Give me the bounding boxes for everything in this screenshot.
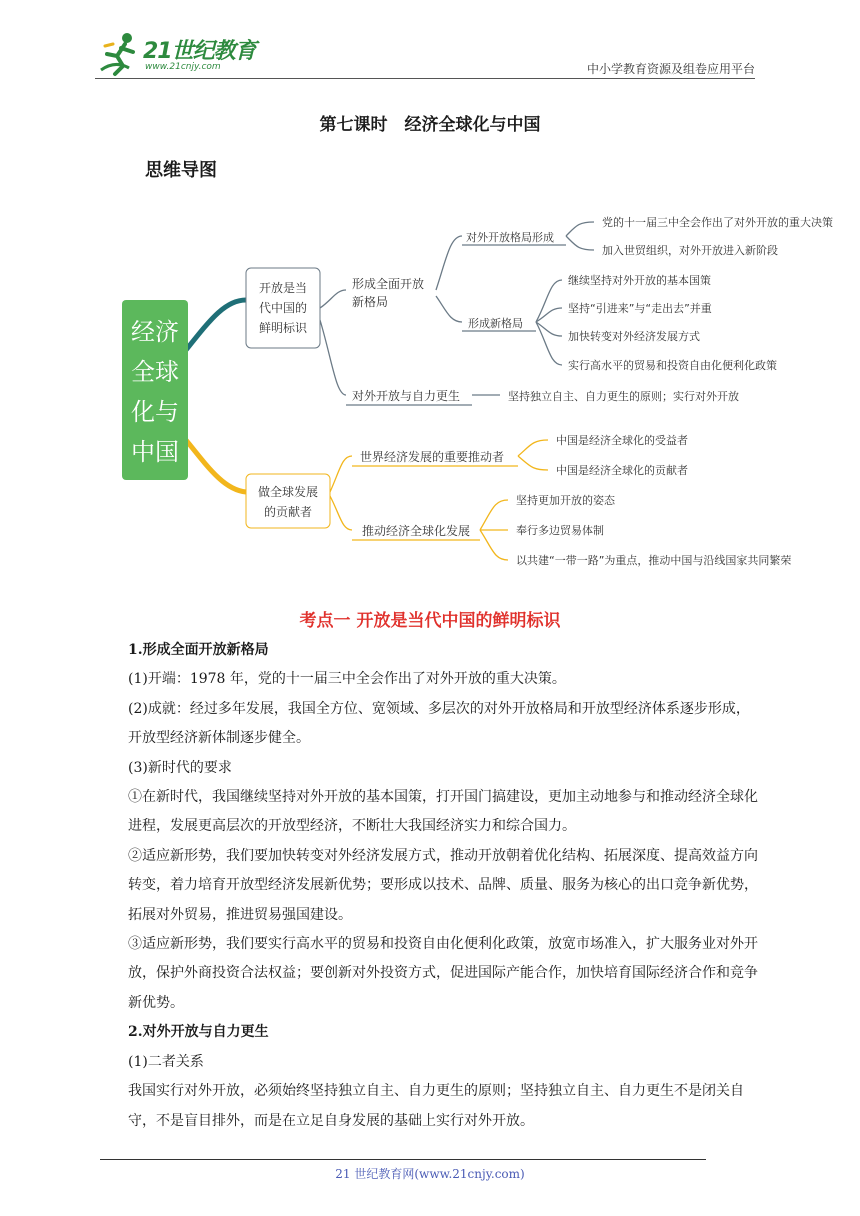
- b2-sub2-label: 推动经济全球化发展: [362, 524, 471, 538]
- heading-1: 1.形成全面开放新格局: [128, 642, 269, 658]
- paragraph-8: 我国实行对外开放，必须始终坚持独立自主、自力更生的原则；坚持独立自主、自力更生不是闭关自守，不是盲目排外，而是在立足自身发展的基础上实行对外开放。: [128, 1083, 744, 1129]
- paragraph-7: (1)二者关系: [128, 1053, 204, 1070]
- footer-divider: [100, 1159, 706, 1160]
- paragraph-3: (3)新时代的要求: [128, 759, 232, 776]
- logo-text: 21世纪教育: [143, 39, 256, 64]
- logo-url: www.21cnjy.com: [145, 62, 221, 72]
- b1-sub1-b-item-3: 加快转变对外经济发展方式: [568, 330, 700, 343]
- platform-name: 中小学教育资源及组卷应用平台: [586, 62, 755, 76]
- body-text: [128, 636, 762, 1136]
- paragraph-6: ③适应新形势，我们要实行高水平的贸易和投资自由化便利化政策，放宽市场准入，扩大服务业对外开放，保护外商投资合法权益；要创新对外投资方式，促进国际产能合作，加快培育国际经济合作和竞争新优势。: [128, 936, 758, 1011]
- b1-sub2-label: 对外开放与自力更生: [352, 389, 461, 403]
- paragraph-4: ①在新时代，我国继续坚持对外开放的基本国策，打开国门搞建设，更加主动地参与和推动经济全球化进程，发展更高层次的开放型经济，不断壮大我国经济实力和综合国力。: [128, 789, 758, 835]
- mind-map: [0, 0, 860, 600]
- b1-sub1-line-1: 形成全面开放: [352, 277, 425, 291]
- b1-sub1-b-item-2: 坚持“引进来”与“走出去”并重: [568, 302, 712, 315]
- b1-sub1-a-label: 对外开放格局形成: [466, 231, 554, 244]
- paragraph-2: (2)成就：经过多年发展，我国全方位、宽领域、多层次的对外开放格局和开放型经济体系逐步形成，开放型经济新体制逐步健全。: [128, 700, 750, 747]
- b2-sub2-item-3: 以共建“一带一路”为重点，推动中国与沿线国家共同繁荣: [516, 554, 792, 567]
- b1-sub1-b-item-1: 继续坚持对外开放的基本国策: [568, 274, 711, 287]
- paragraph-5: ②适应新形势，我们要加快转变对外经济发展方式，推动开放朝着优化结构、拓展深度、提高效益方向转变，着力培育开放型经济发展新优势；要形成以技术、品牌、质量、服务为核心的出口竞争新优势，拓展对外贸易，推进贸易强国建设。: [128, 847, 758, 923]
- mindmap-heading: 思维导图: [145, 160, 217, 181]
- branch2-box: [246, 474, 330, 528]
- branch1-line-3: 鲜明标识: [258, 321, 308, 335]
- branch2-line-1: 做全球发展: [257, 485, 319, 499]
- b1-sub1-b-item-4: 实行高水平的贸易和投资自由化便利化政策: [568, 359, 777, 372]
- b1-sub2-item: 坚持独立自主、自力更生的原则；实行对外开放: [508, 390, 739, 403]
- section-title: 考点一 开放是当代中国的鲜明标识: [299, 611, 561, 631]
- heading-2: 2.对外开放与自力更生: [128, 1024, 269, 1041]
- branch1-line-2: 代中国的: [258, 301, 308, 315]
- b2-sub1-item-2: 中国是经济全球化的贡献者: [556, 464, 688, 477]
- b2-sub1-label: 世界经济发展的重要推动者: [360, 450, 505, 464]
- branch1-line-1: 开放是当: [258, 281, 308, 295]
- b2-sub2-item-2: 奉行多边贸易体制: [516, 524, 604, 537]
- root-line-4: 中国: [131, 438, 179, 466]
- branch2-line-2: 的贡献者: [263, 505, 313, 519]
- paragraph-1: (1)开端：1978 年，党的十一届三中全会作出了对外开放的重大决策。: [128, 671, 566, 688]
- footer-link[interactable]: 21 世纪教育网(www.21cnjy.com): [335, 1167, 525, 1181]
- b1-sub1-b-label: 形成新格局: [468, 317, 523, 330]
- b1-sub1-a-item-2: 加入世贸组织，对外开放进入新阶段: [602, 244, 778, 257]
- root-line-2: 全球: [131, 358, 179, 386]
- page-title: 第七课时 经济全球化与中国: [319, 115, 541, 135]
- root-line-1: 经济: [131, 318, 179, 346]
- b1-sub1-line-2: 新格局: [352, 295, 389, 309]
- b1-sub1-a-item-1: 党的十一届三中全会作出了对外开放的重大决策: [602, 216, 833, 229]
- b2-sub1-item-1: 中国是经济全球化的受益者: [556, 434, 688, 447]
- root-line-3: 化与: [131, 398, 179, 426]
- b2-sub2-item-1: 坚持更加开放的姿态: [516, 494, 615, 507]
